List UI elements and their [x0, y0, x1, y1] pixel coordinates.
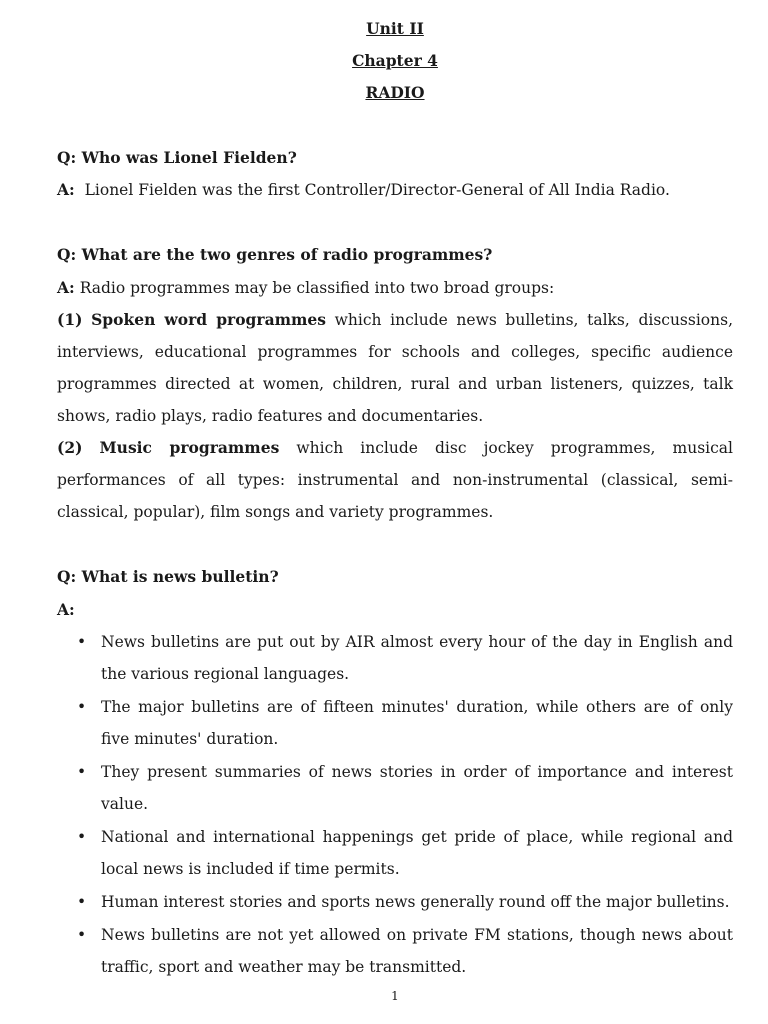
list-item: • News bulletins are put out by AIR almost every hour of the day in English and the various regional languages.: [57, 626, 733, 690]
answer-2-intro: [57, 278, 554, 298]
answer-1-text: Lionel Fielden was the first Controller/Director-General of All India Radio.: [84, 181, 670, 199]
list-item: • Human interest stories and sports news generally round off the major bulletins.: [57, 886, 733, 918]
bullet-icon: •: [77, 926, 87, 944]
genre-music: [57, 432, 733, 528]
genre-2-name: Music programmes: [99, 438, 280, 457]
genre-1-name: Spoken word programmes: [91, 310, 326, 329]
bullet-icon: •: [77, 698, 87, 716]
genre-1-description: which include news bulletins, talks, discussions, interviews, educational programmes for schools and colleges, specific audience programmes directed at women, children, rural and urban listeners, quizzes, talk shows, radio plays, radio features and documentaries.: [57, 311, 733, 425]
page-title: RADIO: [365, 83, 425, 102]
genre-2-number: (2): [57, 438, 83, 457]
answer-1-label: A:: [57, 180, 75, 199]
list-item: • News bulletins are not yet allowed on private FM stations, though news about traffic, sport and weather may be transmitted.: [57, 919, 733, 983]
answer-1: [57, 180, 670, 200]
bullet-icon: •: [77, 828, 87, 846]
list-item: • National and international happenings get pride of place, while regional and local news is included if time permits.: [57, 821, 733, 885]
genre-2-description: which include disc jockey programmes, musical performances of all types: instrumental and non-instrumental (classical, semi-classical, popular), film songs and variety programmes.: [57, 439, 733, 521]
news-bulletin-list: [57, 626, 733, 984]
answer-3-label: A:: [57, 600, 75, 619]
list-item: • The major bulletins are of fifteen minutes' duration, while others are of only five minutes' duration.: [57, 691, 733, 755]
chapter-heading: Chapter 4: [352, 51, 438, 70]
genre-spoken-word: [57, 304, 733, 432]
answer-2-label: A:: [57, 278, 75, 297]
question-1: Q: Who was Lionel Fielden?: [57, 148, 297, 167]
bullet-icon: •: [77, 893, 87, 911]
unit-heading: Unit II: [366, 19, 424, 38]
answer-2-text: Radio programmes may be classified into two broad groups:: [79, 279, 555, 297]
page-number: 1: [391, 989, 399, 1003]
genre-1-number: (1): [57, 310, 83, 329]
bullet-icon: •: [77, 633, 87, 651]
question-2: Q: What are the two genres of radio programmes?: [57, 245, 493, 264]
bullet-icon: •: [77, 763, 87, 781]
question-3: Q: What is news bulletin?: [57, 567, 279, 586]
list-item: • They present summaries of news stories in order of importance and interest value.: [57, 756, 733, 820]
